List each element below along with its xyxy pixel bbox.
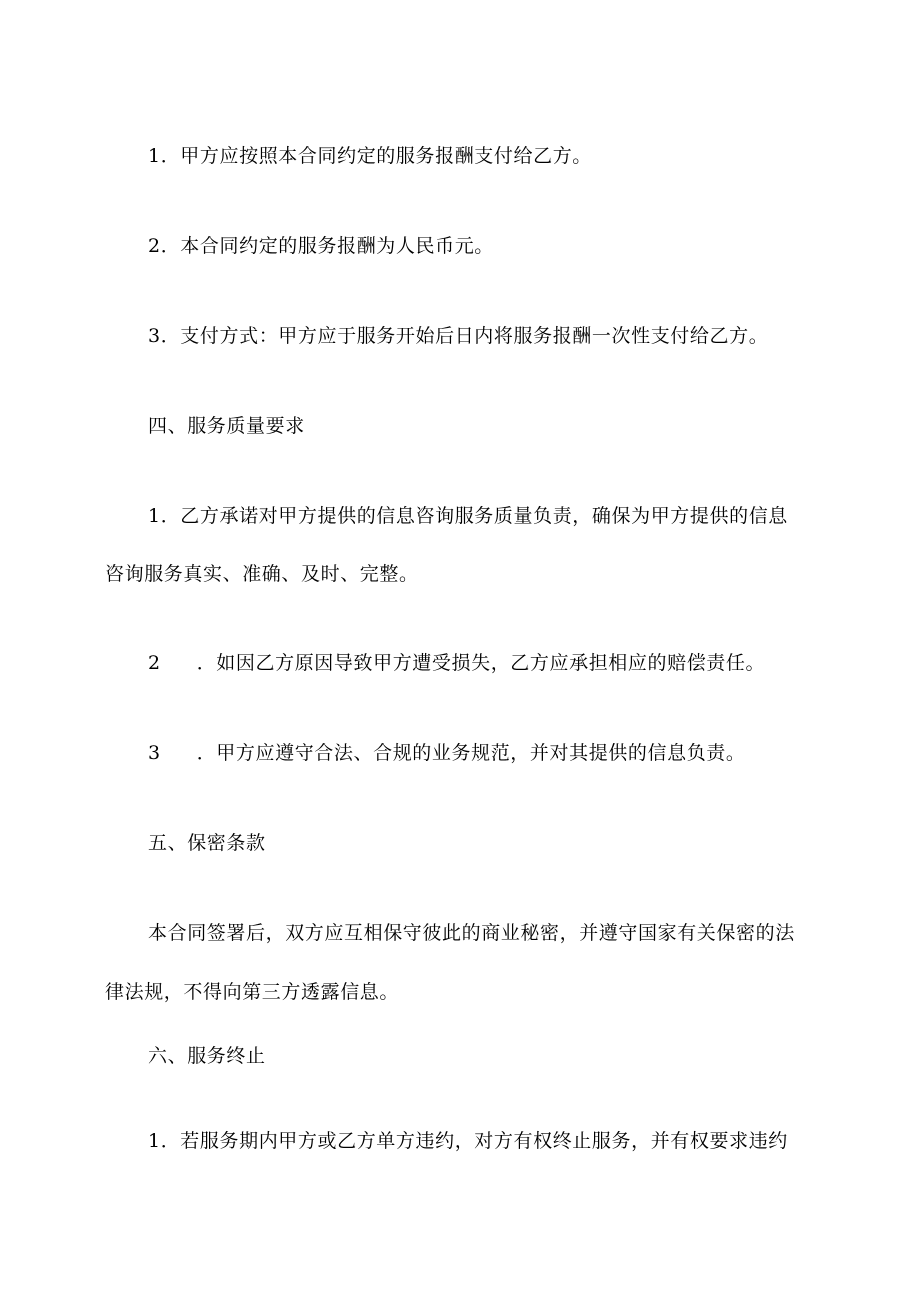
section-heading-termination bbox=[148, 1043, 266, 1069]
paragraph-payment-2 bbox=[148, 233, 494, 259]
section-heading-text: 四、服务质量要求 bbox=[148, 415, 305, 437]
paragraph-termination-1 bbox=[148, 1128, 788, 1154]
item-number: 1 bbox=[148, 145, 161, 167]
paragraph-confidentiality-continuation bbox=[105, 979, 399, 1005]
item-number: 1 bbox=[148, 1130, 161, 1152]
paragraph-text: ．甲方应按照本合同约定的服务报酬支付给乙方。 bbox=[160, 145, 592, 167]
paragraph-quality-2 bbox=[148, 650, 765, 676]
section-heading-quality bbox=[148, 413, 305, 439]
section-heading-confidentiality bbox=[148, 830, 266, 856]
item-number: 1 bbox=[148, 505, 161, 527]
paragraph-text: 咨询服务真实、准确、及时、完整。 bbox=[105, 563, 419, 585]
section-heading-text: 五、保密条款 bbox=[148, 832, 266, 854]
paragraph-text: ．若服务期内甲方或乙方单方违约，对方有权终止服务，并有权要求违约 bbox=[160, 1130, 788, 1152]
paragraph-quality-1 bbox=[148, 503, 788, 529]
item-number: 2 bbox=[148, 235, 161, 257]
paragraph-quality-1-continuation bbox=[105, 561, 419, 587]
paragraph-text: ．本合同约定的服务报酬为人民币元。 bbox=[160, 235, 494, 257]
item-number: 3 bbox=[148, 325, 161, 347]
paragraph-text: 律法规，不得向第三方透露信息。 bbox=[105, 981, 400, 1003]
item-number: 3 bbox=[148, 742, 161, 764]
item-number: 2 bbox=[148, 652, 161, 674]
paragraph-text: 本合同签署后，双方应互相保守彼此的商业秘密，并遵守国家有关保密的法 bbox=[148, 922, 795, 944]
paragraph-text: ．乙方承诺对甲方提供的信息咨询服务质量负责，确保为甲方提供的信息 bbox=[160, 505, 788, 527]
paragraph-payment-1 bbox=[148, 143, 592, 169]
paragraph-payment-3 bbox=[148, 323, 768, 349]
paragraph-text: ．支付方式：甲方应于服务开始后日内将服务报酬一次性支付给乙方。 bbox=[160, 325, 769, 347]
paragraph-text: ．如因乙方原因导致甲方遭受损失，乙方应承担相应的赔偿责任。 bbox=[196, 652, 766, 674]
section-heading-text: 六、服务终止 bbox=[148, 1045, 266, 1067]
paragraph-confidentiality bbox=[148, 920, 795, 946]
paragraph-quality-3 bbox=[148, 740, 746, 766]
paragraph-text: ．甲方应遵守合法、合规的业务规范，并对其提供的信息负责。 bbox=[196, 742, 746, 764]
